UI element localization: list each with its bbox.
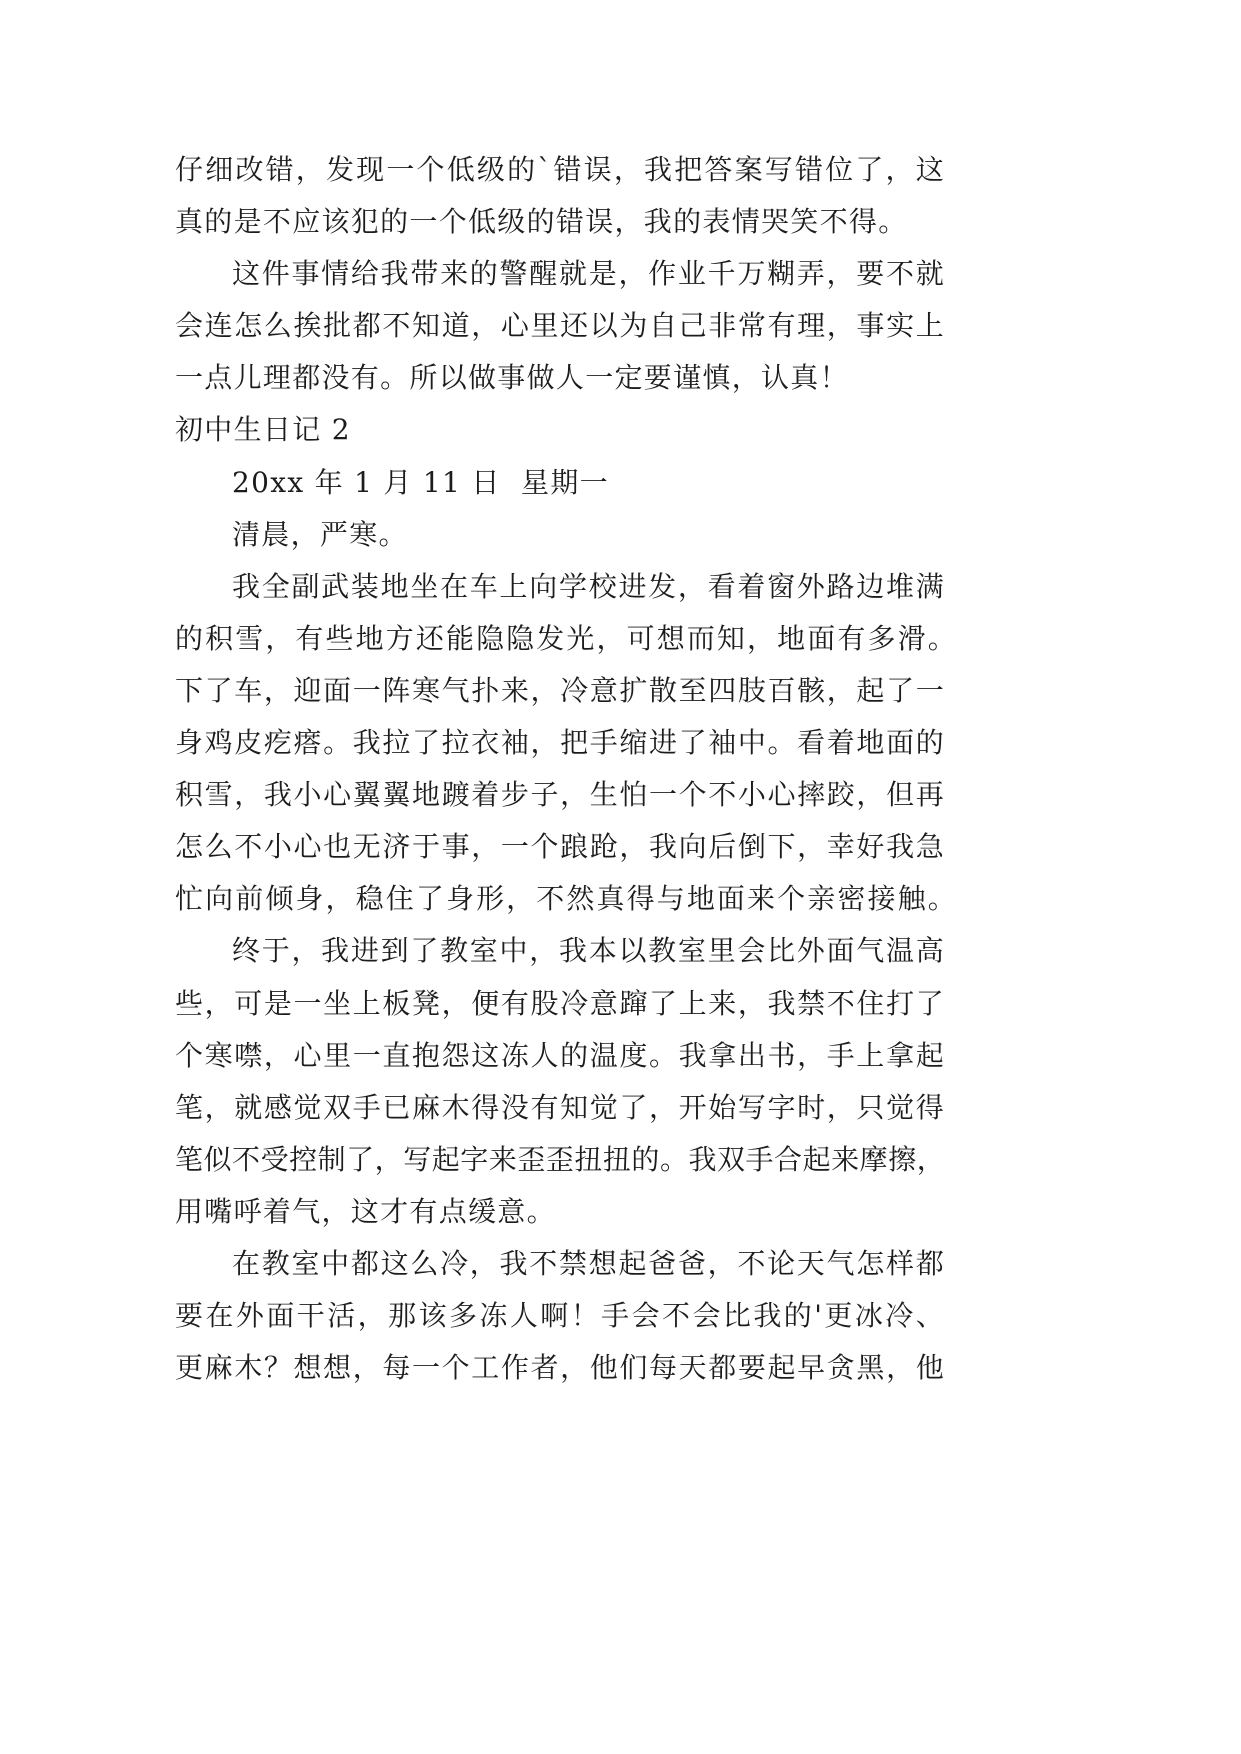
entry-weather: 清晨，严寒。 <box>232 517 408 551</box>
text-line: 笔似不受控制了，写起字来歪歪扭扭的。我双手合起来摩擦， <box>175 1142 945 1176</box>
paragraph <box>175 925 957 1238</box>
document-body <box>175 144 957 1394</box>
paragraph <box>175 248 957 404</box>
text-line: 忙向前倾身，稳住了身形，不然真得与地面来个亲密接触。 <box>175 882 957 916</box>
paragraph <box>175 144 957 248</box>
text-line: 会连怎么挨批都不知道，心里还以为自己非常有理，事实上 <box>175 309 945 343</box>
text-line: 笔，就感觉双手已麻木得没有知觉了，开始写字时，只觉得 <box>175 1090 945 1124</box>
text-line: 这件事情给我带来的警醒就是，作业千万糊弄，要不就 <box>232 257 945 291</box>
text-line: 更麻木？想想，每一个工作者，他们每天都要起早贪黑，他 <box>175 1351 945 1385</box>
text-line: 仔细改错，发现一个低级的`错误，我把答案写错位了，这 <box>175 153 945 186</box>
text-line: 些，可是一坐上板凳，便有股冷意蹿了上来，我禁不住打了 <box>175 986 945 1020</box>
text-line: 怎么不小心也无济于事，一个踉跄，我向后倒下，幸好我急 <box>175 830 945 864</box>
text-line: 个寒噤，心里一直抱怨这冻人的温度。我拿出书，手上拿起 <box>175 1038 945 1072</box>
entry-date: 20xx 年 1 月 11 日 星期一 <box>232 465 609 499</box>
text-line: 我全副武装地坐在车上向学校进发，看着窗外路边堆满 <box>232 569 945 603</box>
text-line: 要在外面干活，那该多冻人啊！手会不会比我的'更冰冷、 <box>175 1299 945 1333</box>
paragraph <box>175 561 957 926</box>
text-line: 积雪，我小心翼翼地踱着步子，生怕一个不小心摔跤，但再 <box>175 778 945 812</box>
paragraph <box>175 1238 957 1394</box>
text-line: 在教室中都这么冷，我不禁想起爸爸，不论天气怎样都 <box>232 1246 945 1280</box>
entry-title: 初中生日记 2 <box>175 413 351 447</box>
text-line: 下了车，迎面一阵寒气扑来，冷意扩散至四肢百骸，起了一 <box>175 673 945 707</box>
text-line: 终于，我进到了教室中，我本以教室里会比外面气温高 <box>232 934 945 968</box>
text-line: 身鸡皮疙瘩。我拉了拉衣袖，把手缩进了袖中。看着地面的 <box>175 726 945 760</box>
text-line: 一点儿理都没有。所以做事做人一定要谨慎，认真！ <box>175 361 849 395</box>
text-line: 用嘴呼着气，这才有点缓意。 <box>175 1194 556 1228</box>
text-line: 真的是不应该犯的一个低级的错误，我的表情哭笑不得。 <box>175 205 908 239</box>
text-line: 的积雪，有些地方还能隐隐发光，可想而知，地面有多滑。 <box>175 621 957 655</box>
